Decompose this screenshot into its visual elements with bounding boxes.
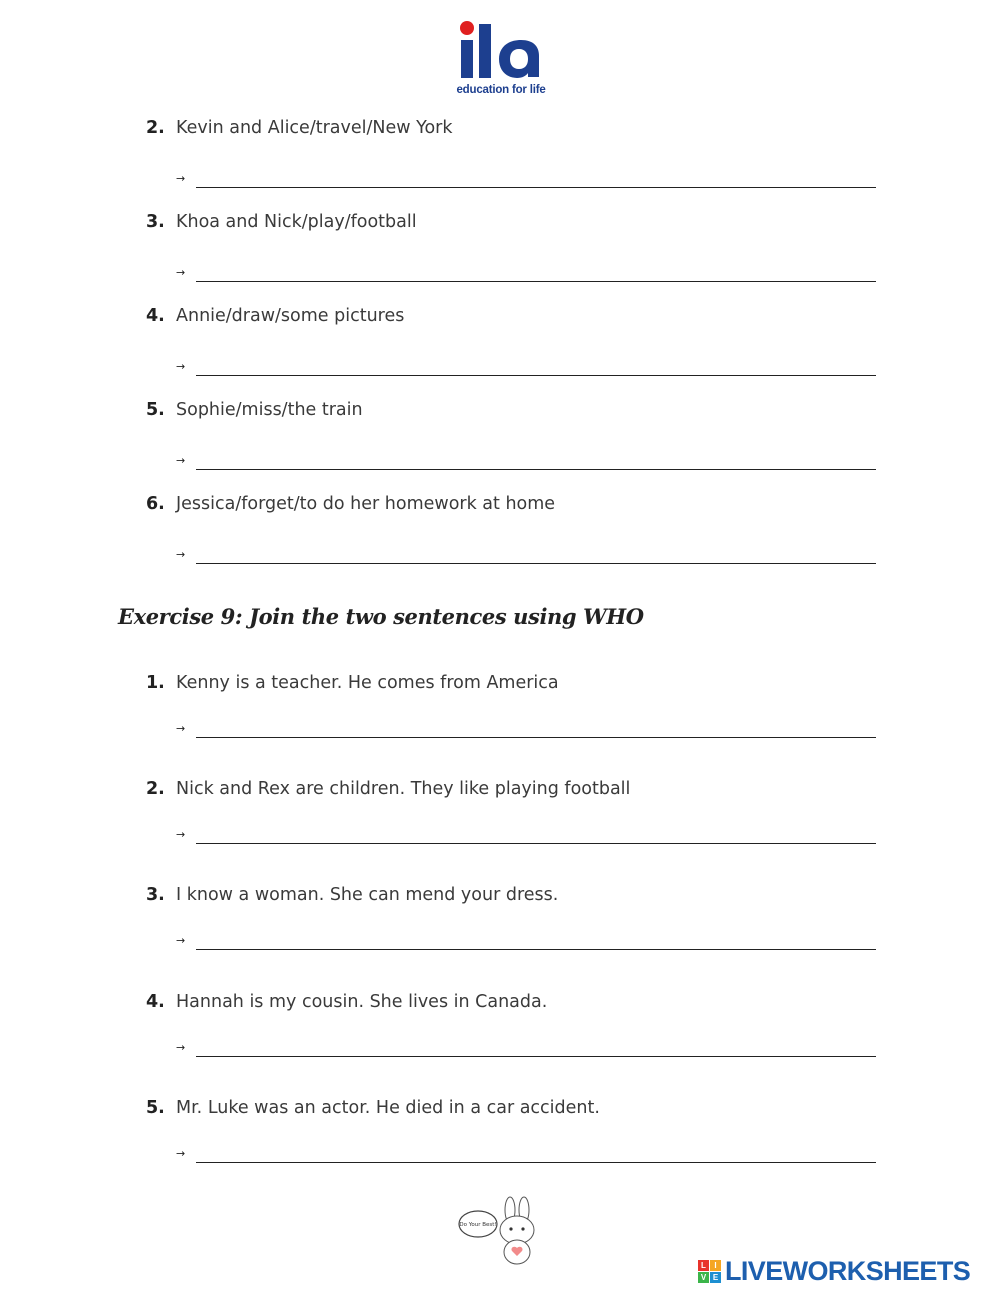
ila-logo bbox=[455, 18, 547, 104]
exercise8-item-6 bbox=[146, 494, 555, 514]
answer-row bbox=[176, 1033, 876, 1057]
ila-wordmark-graphic bbox=[455, 18, 547, 82]
bunny-eye-left bbox=[509, 1227, 512, 1230]
live-blocks-icon bbox=[698, 1260, 721, 1283]
bunny-eye-right bbox=[521, 1227, 524, 1230]
logo-dot-red bbox=[460, 21, 474, 35]
arrow-icon: → bbox=[176, 1147, 186, 1160]
item-number: 5. bbox=[146, 400, 165, 420]
item-number: 3. bbox=[146, 212, 165, 232]
exercise9-item-5 bbox=[146, 1098, 600, 1118]
arrow-icon: → bbox=[176, 360, 186, 373]
item-number: 4. bbox=[146, 992, 165, 1012]
item-prompt: Sophie/miss/the train bbox=[176, 400, 363, 420]
bunny-mascot-icon bbox=[458, 1196, 544, 1266]
item-number: 2. bbox=[146, 779, 165, 799]
answer-row bbox=[176, 164, 876, 188]
exercise8-item-5 bbox=[146, 400, 363, 420]
item-prompt: Nick and Rex are children. They like playing football bbox=[176, 779, 631, 799]
exercise8-item-3 bbox=[146, 212, 417, 232]
arrow-icon: → bbox=[176, 828, 186, 841]
item-number: 6. bbox=[146, 494, 165, 514]
logo-tagline: education for life bbox=[456, 84, 546, 96]
arrow-icon: → bbox=[176, 722, 186, 735]
answer-row bbox=[176, 1139, 876, 1163]
arrow-icon: → bbox=[176, 266, 186, 279]
logo-letter-l bbox=[479, 24, 491, 78]
answer-row bbox=[176, 540, 876, 564]
item-number: 1. bbox=[146, 673, 165, 693]
answer-input[interactable] bbox=[196, 165, 876, 188]
answer-input[interactable] bbox=[196, 1140, 876, 1163]
item-number: 5. bbox=[146, 1098, 165, 1118]
live-block: I bbox=[710, 1260, 721, 1271]
item-prompt: Kevin and Alice/travel/New York bbox=[176, 118, 453, 138]
answer-row bbox=[176, 714, 876, 738]
answer-input[interactable] bbox=[196, 715, 876, 738]
exercise8-item-2 bbox=[146, 118, 453, 138]
answer-row bbox=[176, 926, 876, 950]
item-number: 3. bbox=[146, 885, 165, 905]
live-block: L bbox=[698, 1260, 709, 1271]
item-prompt: Khoa and Nick/play/football bbox=[176, 212, 417, 232]
liveworksheets-wordmark: LIVEWORKSHEETS bbox=[725, 1256, 971, 1286]
item-prompt: Jessica/forget/to do her homework at home bbox=[176, 494, 556, 514]
arrow-icon: → bbox=[176, 454, 186, 467]
arrow-icon: → bbox=[176, 934, 186, 947]
live-block: V bbox=[698, 1272, 709, 1283]
item-prompt: Mr. Luke was an actor. He died in a car accident. bbox=[176, 1098, 600, 1118]
answer-row bbox=[176, 446, 876, 470]
arrow-icon: → bbox=[176, 172, 186, 185]
answer-row bbox=[176, 352, 876, 376]
exercise9-item-1 bbox=[146, 673, 559, 693]
answer-input[interactable] bbox=[196, 353, 876, 376]
item-prompt: Annie/draw/some pictures bbox=[176, 306, 405, 326]
item-prompt: I know a woman. She can mend your dress. bbox=[176, 885, 559, 905]
exercise8-item-4 bbox=[146, 306, 404, 326]
answer-input[interactable] bbox=[196, 447, 876, 470]
item-number: 4. bbox=[146, 306, 165, 326]
answer-row bbox=[176, 820, 876, 844]
speech-bubble-text: Do Your Best! bbox=[459, 1222, 497, 1228]
liveworksheets-logo bbox=[698, 1256, 970, 1287]
exercise9-title: Exercise 9: Join the two sentences using WHO bbox=[118, 604, 644, 629]
logo-letter-a bbox=[499, 40, 539, 78]
exercise9-item-2 bbox=[146, 779, 630, 799]
item-prompt: Kenny is a teacher. He comes from America bbox=[176, 673, 559, 693]
answer-input[interactable] bbox=[196, 1034, 876, 1057]
live-block: E bbox=[710, 1272, 721, 1283]
answer-input[interactable] bbox=[196, 541, 876, 564]
answer-input[interactable] bbox=[196, 821, 876, 844]
answer-row bbox=[176, 258, 876, 282]
answer-input[interactable] bbox=[196, 259, 876, 282]
arrow-icon: → bbox=[176, 1041, 186, 1054]
exercise9-item-3 bbox=[146, 885, 558, 905]
logo-letter-i bbox=[461, 40, 473, 78]
answer-input[interactable] bbox=[196, 927, 876, 950]
item-number: 2. bbox=[146, 118, 165, 138]
item-prompt: Hannah is my cousin. She lives in Canada. bbox=[176, 992, 548, 1012]
exercise9-item-4 bbox=[146, 992, 547, 1012]
arrow-icon: → bbox=[176, 548, 186, 561]
